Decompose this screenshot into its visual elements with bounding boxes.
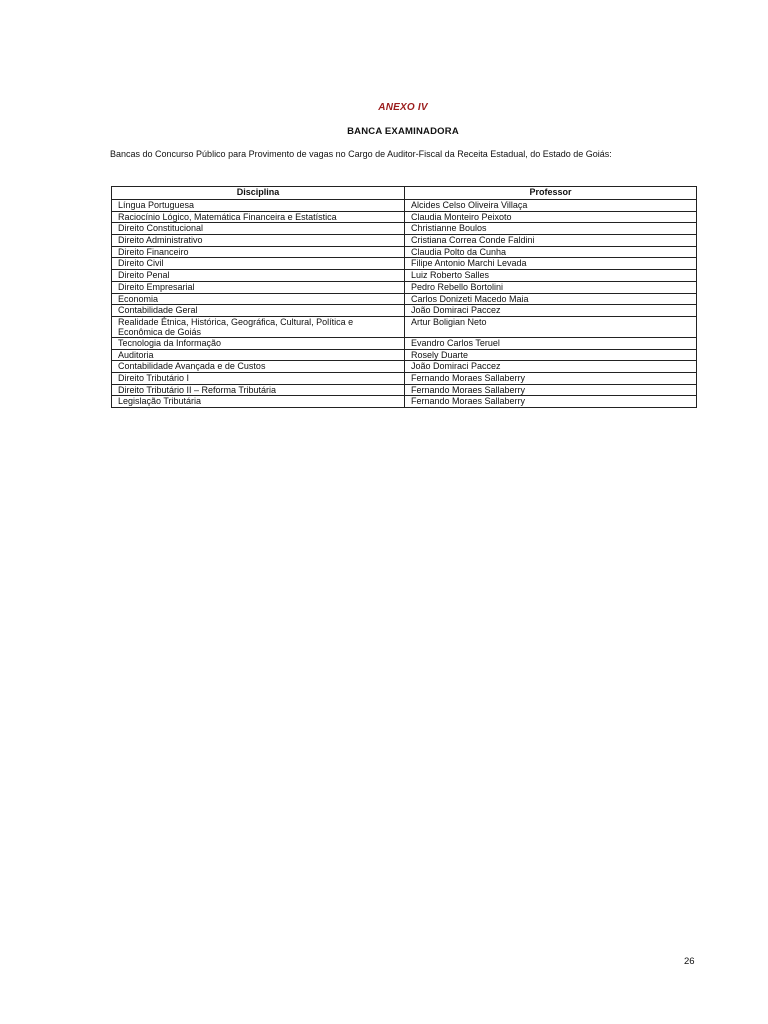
discipline-cell: Direito Administrativo: [112, 235, 405, 247]
discipline-cell: Direito Tributário II – Reforma Tributária: [112, 384, 405, 396]
discipline-cell: Direito Penal: [112, 270, 405, 282]
table-row: [112, 270, 697, 282]
table-row: [112, 293, 697, 305]
professor-cell: Carlos Donizeti Macedo Maia: [405, 293, 697, 305]
table-row: [112, 372, 697, 384]
table-row: [112, 396, 697, 408]
table-row: [112, 211, 697, 223]
professor-cell: Filipe Antonio Marchi Levada: [405, 258, 697, 270]
discipline-cell: Direito Tributário I: [112, 372, 405, 384]
discipline-cell: Direito Financeiro: [112, 246, 405, 258]
page-number: 26: [684, 956, 695, 967]
column-header-professor: Professor: [405, 187, 697, 200]
intro-paragraph: Bancas do Concurso Público para Provimento de vagas no Cargo de Auditor-Fiscal da Receita Estadual, do Estado de Goiás:: [110, 149, 612, 159]
discipline-cell: Legislação Tributária: [112, 396, 405, 408]
annex-title: ANEXO IV: [378, 102, 428, 113]
discipline-cell: Direito Civil: [112, 258, 405, 270]
table-row: [112, 349, 697, 361]
column-header-discipline: Disciplina: [112, 187, 405, 200]
table-row: [112, 361, 697, 373]
professor-cell: Christianne Boulos: [405, 223, 697, 235]
table-row: [112, 337, 697, 349]
discipline-cell: Direito Constitucional: [112, 223, 405, 235]
professor-cell: Luiz Roberto Salles: [405, 270, 697, 282]
table-row: [112, 246, 697, 258]
professor-cell: João Domiraci Paccez: [405, 361, 697, 373]
professor-cell: Evandro Carlos Teruel: [405, 337, 697, 349]
section-title: BANCA EXAMINADORA: [347, 126, 459, 137]
professor-cell: Fernando Moraes Sallaberry: [405, 384, 697, 396]
table-row: [112, 200, 697, 212]
professor-cell: Alcides Celso Oliveira Villaça: [405, 200, 697, 212]
table-row: [112, 316, 697, 337]
examining-board-table: [111, 186, 697, 408]
table-row: [112, 223, 697, 235]
discipline-cell: Realidade Étnica, Histórica, Geográfica, Cultural, Política e Econômica de Goiás: [112, 316, 405, 337]
discipline-cell: Tecnologia da Informação: [112, 337, 405, 349]
table-row: [112, 384, 697, 396]
professor-cell: Claudia Monteiro Peixoto: [405, 211, 697, 223]
discipline-cell: Contabilidade Avançada e de Custos: [112, 361, 405, 373]
professor-cell: Fernando Moraes Sallaberry: [405, 372, 697, 384]
table-header-row: [112, 187, 697, 200]
discipline-cell: Língua Portuguesa: [112, 200, 405, 212]
professor-cell: Pedro Rebello Bortolini: [405, 281, 697, 293]
professor-cell: Rosely Duarte: [405, 349, 697, 361]
table-row: [112, 281, 697, 293]
table-row: [112, 305, 697, 317]
discipline-cell: Economia: [112, 293, 405, 305]
discipline-cell: Raciocínio Lógico, Matemática Financeira e Estatística: [112, 211, 405, 223]
discipline-cell: Direito Empresarial: [112, 281, 405, 293]
professor-cell: Fernando Moraes Sallaberry: [405, 396, 697, 408]
table-row: [112, 258, 697, 270]
professor-cell: João Domiraci Paccez: [405, 305, 697, 317]
professor-cell: Cristiana Correa Conde Faldini: [405, 235, 697, 247]
discipline-cell: Auditoria: [112, 349, 405, 361]
professor-cell: Claudia Polto da Cunha: [405, 246, 697, 258]
table-row: [112, 235, 697, 247]
professor-cell: Artur Boligian Neto: [405, 316, 697, 337]
discipline-cell: Contabilidade Geral: [112, 305, 405, 317]
